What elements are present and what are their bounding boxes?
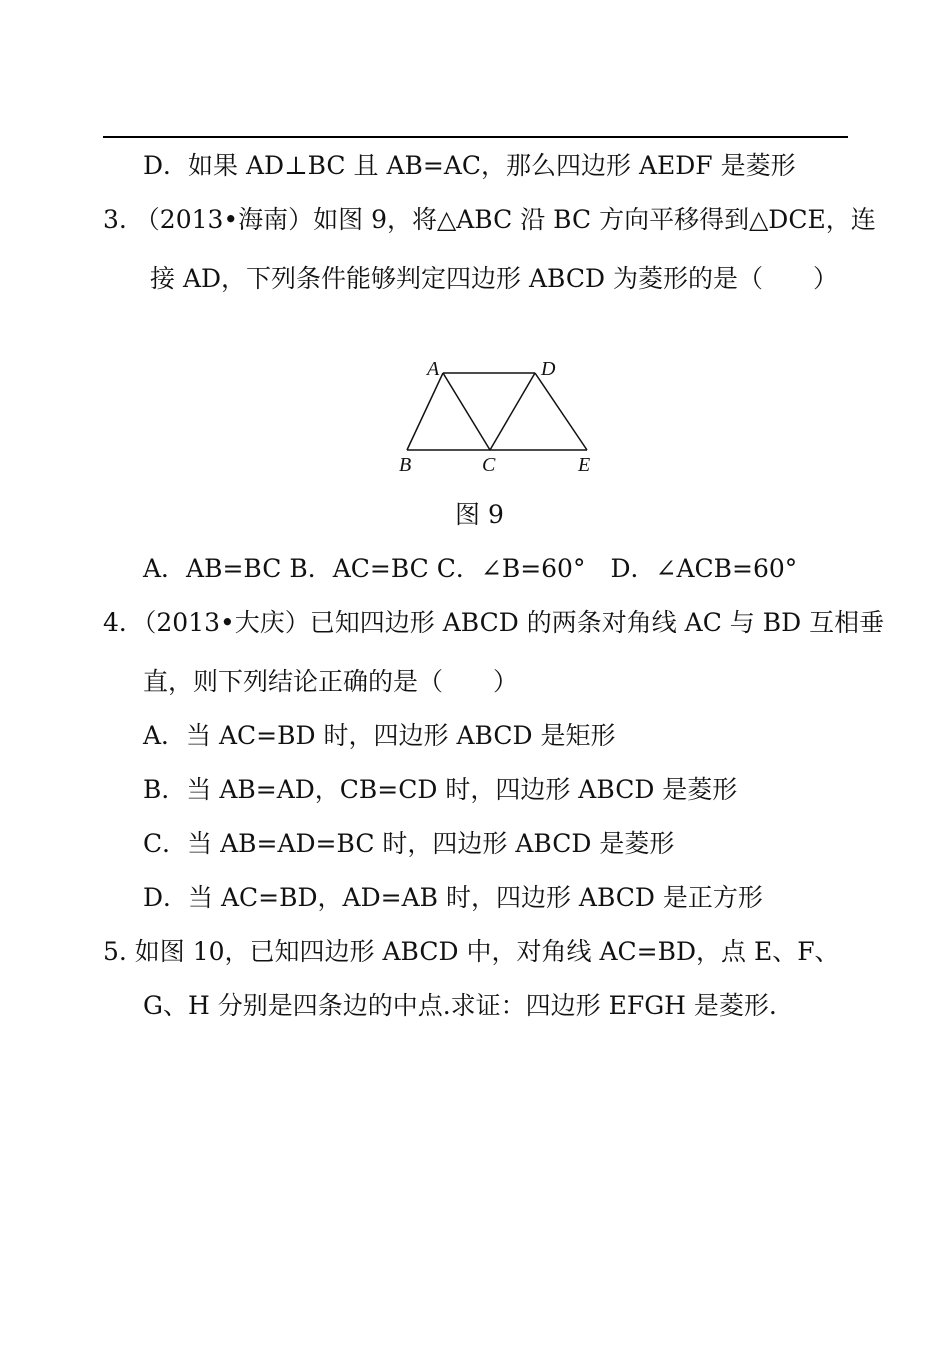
header-rule [103, 136, 848, 138]
figure-9-caption: 图 9 [455, 500, 504, 529]
q4-option-c: C．当 AB=AD=BC 时，四边形 ABCD 是菱形 [143, 829, 675, 858]
q3-stem-line1: 3. （2013•海南）如图 9，将△ABC 沿 BC 方向平移得到△DCE，连 [103, 205, 876, 234]
label-b: B [399, 454, 412, 475]
segment-cd [490, 373, 535, 450]
q2-option-d: D．如果 AD⊥BC 且 AB=AC，那么四边形 AEDF 是菱形 [143, 151, 796, 180]
label-d: D [541, 358, 556, 380]
segment-ab [407, 373, 443, 450]
label-a: A [427, 358, 440, 380]
segment-ac [443, 373, 490, 450]
q3-stem-line2: 接 AD，下列条件能够判定四边形 ABCD 为菱形的是（ ） [150, 264, 839, 293]
q5-stem-line2: G、H 分别是四条边的中点.求证：四边形 EFGH 是菱形. [143, 991, 777, 1020]
segment-de [535, 373, 587, 450]
q4-option-d: D．当 AC=BD，AD=AB 时，四边形 ABCD 是正方形 [143, 883, 763, 912]
figure-9-diagram [395, 355, 595, 475]
q4-stem-line1: 4．（2013•大庆）已知四边形 ABCD 的两条对角线 AC 与 BD 互相垂 [103, 608, 885, 637]
q4-option-b: B．当 AB=AD，CB=CD 时，四边形 ABCD 是菱形 [143, 775, 738, 804]
label-e: E [578, 454, 591, 475]
q4-option-a: A．当 AC=BD 时，四边形 ABCD 是矩形 [143, 721, 616, 750]
q5-stem-line1: 5. 如图 10，已知四边形 ABCD 中，对角线 AC=BD，点 E、F、 [103, 937, 840, 966]
q3-options: A．AB=BC B．AC=BC C．∠B=60° D．∠ACB=60° [143, 554, 798, 583]
q4-stem-line2: 直，则下列结论正确的是（ ） [143, 667, 519, 696]
label-c: C [482, 454, 496, 475]
